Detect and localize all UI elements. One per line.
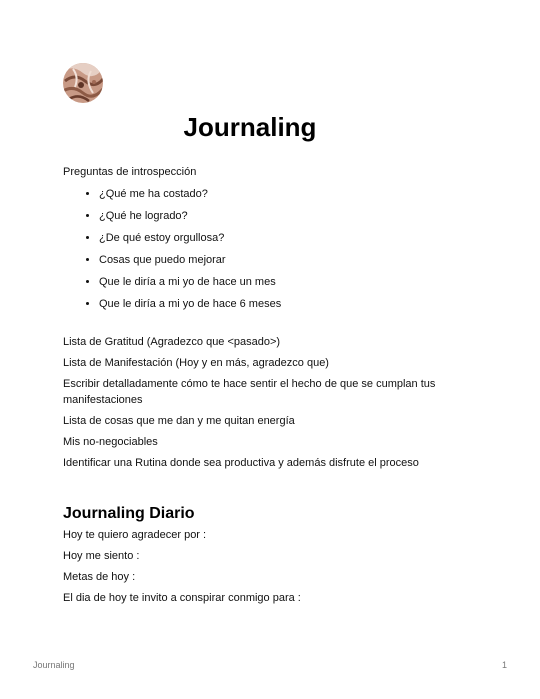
paragraph: Lista de cosas que me dan y me quitan energía (63, 415, 295, 427)
paragraph: Lista de Manifestación (Hoy y en más, agradezco que) (63, 357, 329, 369)
list-item: • ¿Qué he logrado? (99, 208, 483, 230)
paragraph: Identificar una Rutina donde sea productiva y además disfrute el proceso (63, 457, 419, 469)
page-title: Journaling (183, 112, 317, 142)
daily-heading-wrap (63, 504, 483, 524)
paragraph: Hoy te quiero agradecer por : (63, 529, 207, 541)
introspection-list (63, 186, 483, 318)
paragraph: Hoy me siento : (63, 550, 140, 562)
list-item: • Que le diría a mi yo de hace un mes (99, 274, 483, 296)
paragraph: Mis no-negociables (63, 436, 158, 448)
paragraph: Lista de Gratitud (Agradezco que <pasado>) (63, 336, 281, 348)
list-item: • Que le diría a mi yo de hace 6 meses (99, 296, 483, 318)
page-content (63, 164, 483, 611)
page-cover-icon (63, 63, 103, 103)
introspection-heading: Preguntas de introspección (63, 166, 197, 178)
paragraph: El dia de hoy te invito a conspirar conmigo para : (63, 592, 301, 604)
paragraph: Escribir detalladamente cómo te hace sentir el hecho de que se cumplan tus manifestaciones (63, 378, 436, 406)
footer-title: Journaling (33, 660, 75, 670)
lists-section (63, 334, 483, 471)
paragraph: Metas de hoy : (63, 571, 136, 583)
list-item: • ¿Qué me ha costado? (99, 186, 483, 208)
daily-heading: Journaling Diario (63, 505, 195, 522)
daily-section (63, 527, 483, 606)
list-item: • ¿De qué estoy orgullosa? (99, 230, 483, 252)
list-item: • Cosas que puedo mejorar (99, 252, 483, 274)
page-number: 1 (502, 660, 508, 670)
